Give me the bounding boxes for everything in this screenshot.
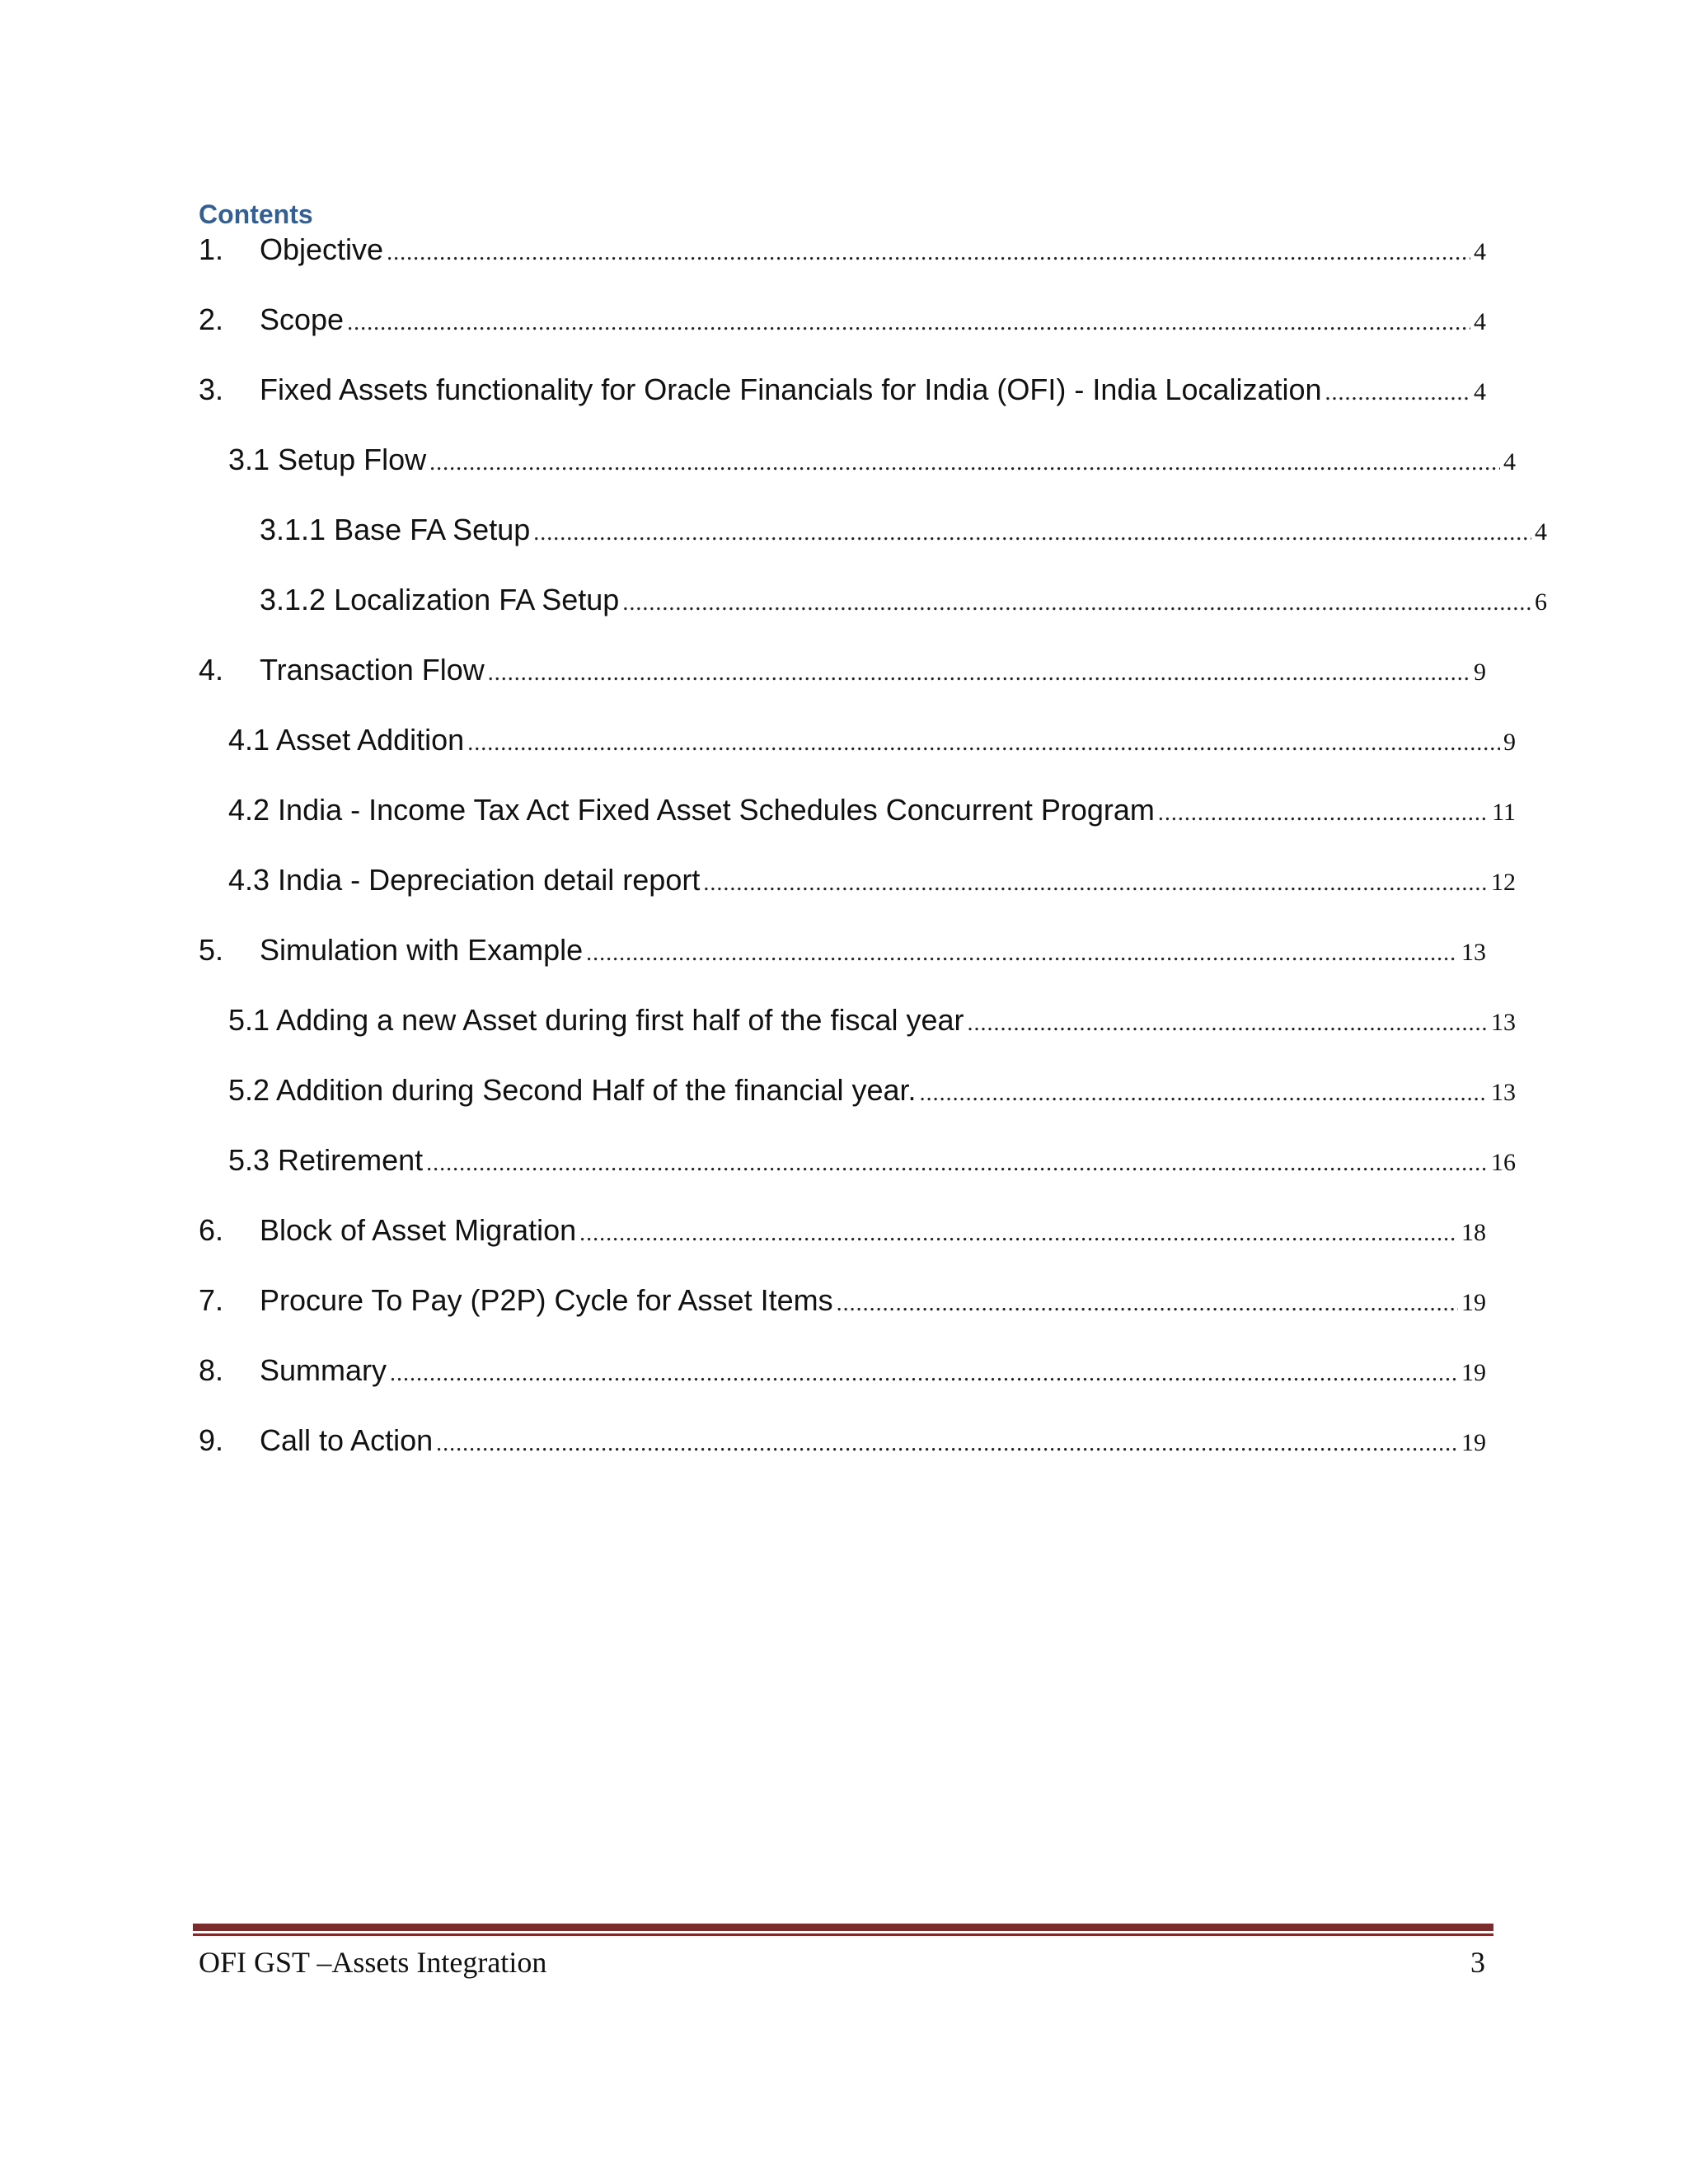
footer-page-number: 3 — [1470, 1946, 1485, 1979]
footer-rule-thin — [193, 1933, 1493, 1936]
toc-entry-number: 3. — [199, 373, 224, 406]
toc-dot-leader — [920, 1082, 1488, 1105]
toc-entry-line — [199, 1073, 1516, 1116]
toc-entry[interactable] — [199, 793, 1516, 863]
toc-entry-page-number: 9 — [1474, 658, 1486, 686]
toc-entry-page-number: 19 — [1461, 1429, 1486, 1456]
toc-entry-page-number: 6 — [1535, 588, 1547, 616]
toc-entry[interactable] — [199, 1353, 1486, 1423]
toc-entry-title: 4.3 India - Depreciation detail report — [228, 863, 701, 897]
toc-entry[interactable] — [199, 863, 1516, 933]
toc-entry-title: Fixed Assets functionality for Oracle Financials for India (OFI) - India Localization — [260, 373, 1322, 406]
toc-entry-number: 2. — [199, 302, 224, 336]
toc-entry[interactable] — [199, 933, 1486, 1003]
toc-entry-title: 3.1.2 Localization FA Setup — [260, 583, 620, 616]
toc-entry[interactable] — [199, 1143, 1516, 1213]
toc-dot-leader — [390, 1362, 1458, 1385]
toc-entry-title: Call to Action — [260, 1423, 434, 1457]
toc-entry-line — [199, 723, 1516, 766]
toc-entry-page-number: 19 — [1461, 1289, 1486, 1316]
table-of-contents — [199, 232, 1547, 1493]
toc-entry-title: Block of Asset Migration — [260, 1213, 577, 1247]
toc-entry-title: 4.2 India - Income Tax Act Fixed Asset Schedules Concurrent Program — [228, 793, 1155, 827]
toc-entry-line — [199, 583, 1547, 626]
toc-entry-title: Summary — [260, 1353, 387, 1387]
toc-entry-page-number: 13 — [1491, 1079, 1516, 1106]
toc-entry-line — [199, 653, 1486, 696]
toc-entry[interactable] — [199, 583, 1547, 653]
toc-entry-page-number: 4 — [1474, 378, 1486, 405]
toc-entry-page-number: 13 — [1491, 1009, 1516, 1036]
toc-entry-line — [199, 793, 1516, 836]
toc-entry-line — [199, 933, 1486, 976]
toc-entry-title: 3.1 Setup Flow — [228, 443, 427, 476]
toc-dot-leader — [1158, 802, 1489, 825]
toc-dot-leader — [703, 872, 1488, 895]
toc-dot-leader — [426, 1152, 1488, 1175]
toc-entry-page-number: 4 — [1535, 518, 1547, 546]
toc-entry-number: 9. — [199, 1423, 224, 1457]
toc-entry[interactable] — [199, 302, 1486, 373]
toc-entry-line — [199, 373, 1486, 415]
toc-entry-line — [199, 443, 1516, 485]
toc-entry-page-number: 16 — [1491, 1149, 1516, 1176]
toc-entry[interactable] — [199, 373, 1486, 443]
footer-rule — [193, 1924, 1493, 1931]
toc-entry[interactable] — [199, 443, 1516, 513]
toc-dot-leader — [579, 1222, 1458, 1245]
toc-entry-line — [199, 1143, 1516, 1186]
toc-entry-number: 7. — [199, 1283, 224, 1317]
footer-document-title: OFI GST –Assets Integration — [199, 1946, 547, 1979]
toc-entry[interactable] — [199, 653, 1486, 723]
toc-entry[interactable] — [199, 232, 1486, 302]
toc-entry[interactable] — [199, 1283, 1486, 1353]
toc-entry-line — [199, 232, 1486, 275]
toc-entry-line — [199, 1003, 1516, 1046]
toc-entry-page-number: 11 — [1492, 799, 1516, 826]
toc-entry-page-number: 4 — [1474, 238, 1486, 265]
toc-dot-leader — [586, 942, 1458, 965]
toc-heading: Contents — [199, 199, 313, 229]
toc-entry-number: 6. — [199, 1213, 224, 1247]
toc-entry-page-number: 4 — [1503, 448, 1516, 476]
toc-entry-title: Procure To Pay (P2P) Cycle for Asset Items — [260, 1283, 833, 1317]
toc-entry[interactable] — [199, 723, 1516, 793]
toc-entry-line — [199, 1213, 1486, 1256]
toc-dot-leader — [488, 662, 1470, 685]
toc-entry-number: 8. — [199, 1353, 224, 1387]
toc-dot-leader — [436, 1432, 1458, 1455]
toc-dot-leader — [347, 312, 1470, 335]
toc-entry-title: Transaction Flow — [260, 653, 485, 687]
toc-entry-page-number: 18 — [1461, 1219, 1486, 1246]
toc-entry-title: Scope — [260, 302, 345, 336]
toc-entry-line — [199, 302, 1486, 345]
toc-entry-title: 5.3 Retirement — [228, 1143, 424, 1177]
toc-entry-title: 3.1.1 Base FA Setup — [260, 513, 531, 546]
toc-dot-leader — [968, 1012, 1488, 1035]
toc-entry[interactable] — [199, 1003, 1516, 1073]
toc-entry-page-number: 13 — [1461, 939, 1486, 966]
toc-entry-page-number: 9 — [1503, 729, 1516, 756]
toc-entry-line — [199, 1423, 1486, 1466]
toc-dot-leader — [837, 1292, 1458, 1315]
toc-entry[interactable] — [199, 1213, 1486, 1283]
toc-entry-line — [199, 1353, 1486, 1396]
toc-entry[interactable] — [199, 1073, 1516, 1143]
toc-dot-leader — [533, 522, 1531, 545]
toc-entry-page-number: 12 — [1491, 869, 1516, 896]
toc-entry-title: 5.2 Addition during Second Half of the financial year. — [228, 1073, 917, 1107]
toc-dot-leader — [1325, 382, 1470, 405]
toc-dot-leader — [429, 452, 1500, 475]
toc-dot-leader — [387, 241, 1470, 265]
toc-entry-title: 5.1 Adding a new Asset during first half of the fiscal year — [228, 1003, 964, 1037]
toc-entry-title: 4.1 Asset Addition — [228, 723, 465, 757]
toc-entry-title: Simulation with Example — [260, 933, 584, 967]
toc-entry-page-number: 4 — [1474, 308, 1486, 335]
toc-entry[interactable] — [199, 1423, 1486, 1493]
toc-entry-line — [199, 863, 1516, 906]
toc-entry-title: Objective — [260, 232, 384, 266]
toc-entry-number: 5. — [199, 933, 224, 967]
toc-entry-page-number: 19 — [1461, 1359, 1486, 1386]
toc-entry[interactable] — [199, 513, 1547, 583]
toc-dot-leader — [467, 732, 1500, 755]
toc-entry-line — [199, 1283, 1486, 1326]
toc-entry-line — [199, 513, 1547, 555]
toc-dot-leader — [622, 592, 1531, 615]
toc-entry-number: 4. — [199, 653, 224, 687]
toc-entry-number: 1. — [199, 232, 224, 266]
